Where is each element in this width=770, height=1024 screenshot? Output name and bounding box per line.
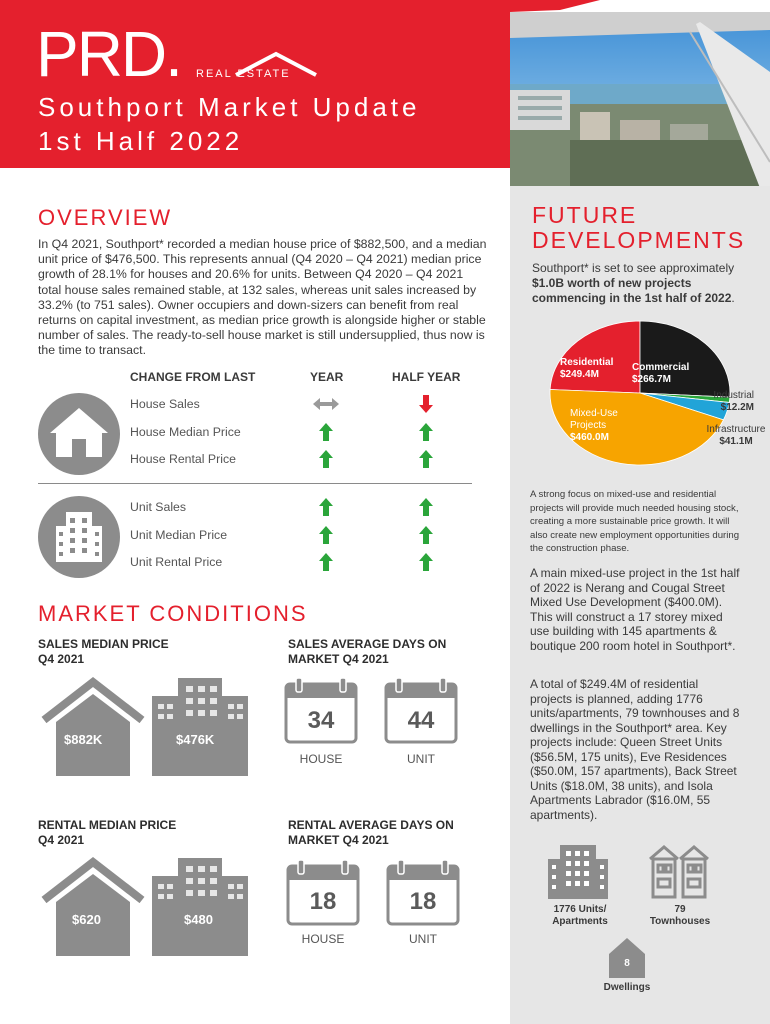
rental-house-icon bbox=[38, 856, 148, 956]
unit-row-label: Unit Median Price bbox=[130, 527, 228, 542]
pie-label-residential: Residential $249.4M bbox=[560, 357, 614, 380]
unit-circle bbox=[38, 496, 120, 578]
rental-unit-label: UNIT bbox=[409, 932, 437, 946]
future-developments-title: FUTURE DEVELOPMENTS bbox=[532, 202, 746, 253]
unit-row-label: Unit Rental Price bbox=[130, 555, 223, 569]
overview-title: OVERVIEW bbox=[38, 205, 173, 230]
sales-unit-days: 44 bbox=[407, 707, 435, 734]
sales-unit-label: UNIT bbox=[407, 752, 435, 766]
prd-logo bbox=[36, 18, 296, 90]
townhouses-caption: 79 Townhouses bbox=[649, 904, 711, 927]
unit-year-up-arrow-icon bbox=[311, 497, 341, 517]
house-year-up-arrow-icon bbox=[311, 422, 341, 442]
rental-house-days: 18 bbox=[309, 888, 337, 915]
rental-median-heading: RENTAL MEDIAN PRICE Q4 2021 bbox=[38, 818, 177, 847]
rental-unit-building-icon bbox=[150, 856, 250, 956]
rental-house-label: HOUSE bbox=[301, 932, 345, 946]
unit-row-label: Unit Sales bbox=[130, 500, 187, 514]
pie-label-industrial: Industrial $12.2M bbox=[713, 390, 754, 413]
pie-label-infrastructure: Infrastructure $41.1M bbox=[706, 424, 766, 447]
col-header-change: CHANGE FROM LAST bbox=[130, 370, 256, 384]
pie-label-mixed-use: Mixed-Use Projects $460.0M bbox=[570, 408, 618, 443]
house-year-up-arrow-icon bbox=[311, 449, 341, 469]
future-paragraph-1: A strong focus on mixed-use and residential projects will provide much needed housing stock, creating a more sustainable price growth. It will also create new employment opportunities during the construction phase. bbox=[530, 489, 740, 554]
house-circle bbox=[38, 393, 120, 475]
house-row-label: House Rental Price bbox=[130, 452, 236, 466]
table-divider bbox=[38, 483, 472, 484]
header-photo bbox=[510, 12, 770, 188]
house-row-label: House Median Price bbox=[130, 424, 241, 439]
overview-text: In Q4 2021, Southport* recorded a median house price of $882,500, and a median unit price of $476,500. This represents annual (Q4 2020 – Q4 2021) median price growth of 28.1% for houses and 20.6% for units. Between Q4 2020 – Q4 2021 total house sales remained stable, at 132 sales, whereas unit sales increased by 33.2% (to 751 sales). Owner occupiers and down-sizers can benefit from real returns on capital investment, as median price growth is alongside higher or stable number of sales. The ready-to-sell house market is still undersupplied, thus now is the time to transact. bbox=[38, 237, 487, 358]
unit-half-up-arrow-icon bbox=[411, 497, 441, 517]
header-banner bbox=[0, 0, 770, 200]
logo-subtitle: REAL ESTATE bbox=[196, 68, 291, 80]
sales-house-label: HOUSE bbox=[299, 752, 343, 766]
house-row-label: House Sales bbox=[130, 397, 200, 411]
house-half-up-arrow-icon bbox=[411, 449, 441, 469]
market-conditions-title: MARKET CONDITIONS bbox=[38, 601, 308, 626]
sales-days-heading: SALES AVERAGE DAYS ON MARKET Q4 2021 bbox=[288, 637, 447, 666]
units-caption: 1776 Units/ Apartments bbox=[552, 904, 608, 927]
rental-days-heading: RENTAL AVERAGE DAYS ON MARKET Q4 2021 bbox=[288, 818, 454, 847]
future-paragraph-2: A main mixed-use project in the 1st half of 2022 is Nerang and Cougal Street Mixed Use Development ($400.0M). This will construct a 17 storey mixed use building with 145 apartments & boutique 200 room hotel in Southport*. bbox=[530, 566, 740, 653]
townhouses-icon bbox=[648, 843, 710, 899]
page-title-line1: Southport Market Update bbox=[38, 92, 421, 122]
pie-label-commercial: Commercial $266.7M bbox=[632, 362, 690, 385]
sales-unit-building-icon bbox=[150, 676, 250, 776]
page-title-line2: 1st Half 2022 bbox=[38, 126, 244, 156]
dwellings-caption: Dwellings bbox=[603, 982, 651, 993]
unit-half-up-arrow-icon bbox=[411, 552, 441, 572]
house-icon bbox=[38, 393, 120, 475]
future-paragraph-3: A total of $249.4M of residential projects is planned, adding 1776 units/apartments, 79 townhouses and 8 dwellings in the Southport* area. Key projects include: Queen Street Units ($56.5M, 175 units), Eve Residences ($50.0M, 157 apartments), Back Street Units ($18.0M, 38 units), and Isola Apartments Labrador ($16.0M, 55 apartments). bbox=[530, 677, 740, 822]
dwellings-count: 8 bbox=[624, 958, 630, 969]
col-header-year: YEAR bbox=[310, 370, 344, 384]
rental-house-price: $620 bbox=[72, 912, 101, 927]
rental-unit-days: 18 bbox=[409, 888, 437, 915]
sales-median-heading: SALES MEDIAN PRICE Q4 2021 bbox=[38, 637, 169, 666]
unit-half-up-arrow-icon bbox=[411, 525, 441, 545]
house-half-up-arrow-icon bbox=[411, 422, 441, 442]
sales-unit-price: $476K bbox=[176, 732, 215, 747]
house-half-down-arrow-icon bbox=[411, 394, 441, 414]
logo-wordmark: PRD. bbox=[36, 18, 181, 90]
house-year-stable-arrow-icon bbox=[311, 394, 341, 414]
unit-year-up-arrow-icon bbox=[311, 525, 341, 545]
future-intro: Southport* is set to see approximately $1.0B worth of new projects commencing in the 1st half of 2022. bbox=[532, 261, 735, 305]
unit-year-up-arrow-icon bbox=[311, 552, 341, 572]
rental-unit-price: $480 bbox=[184, 912, 213, 927]
sales-house-icon bbox=[38, 676, 148, 776]
col-header-half-year: HALF YEAR bbox=[392, 370, 461, 384]
unit-building-icon bbox=[38, 496, 120, 578]
sales-house-price: $882K bbox=[64, 732, 103, 747]
sales-house-days: 34 bbox=[307, 707, 335, 734]
apartments-icon bbox=[546, 843, 610, 899]
